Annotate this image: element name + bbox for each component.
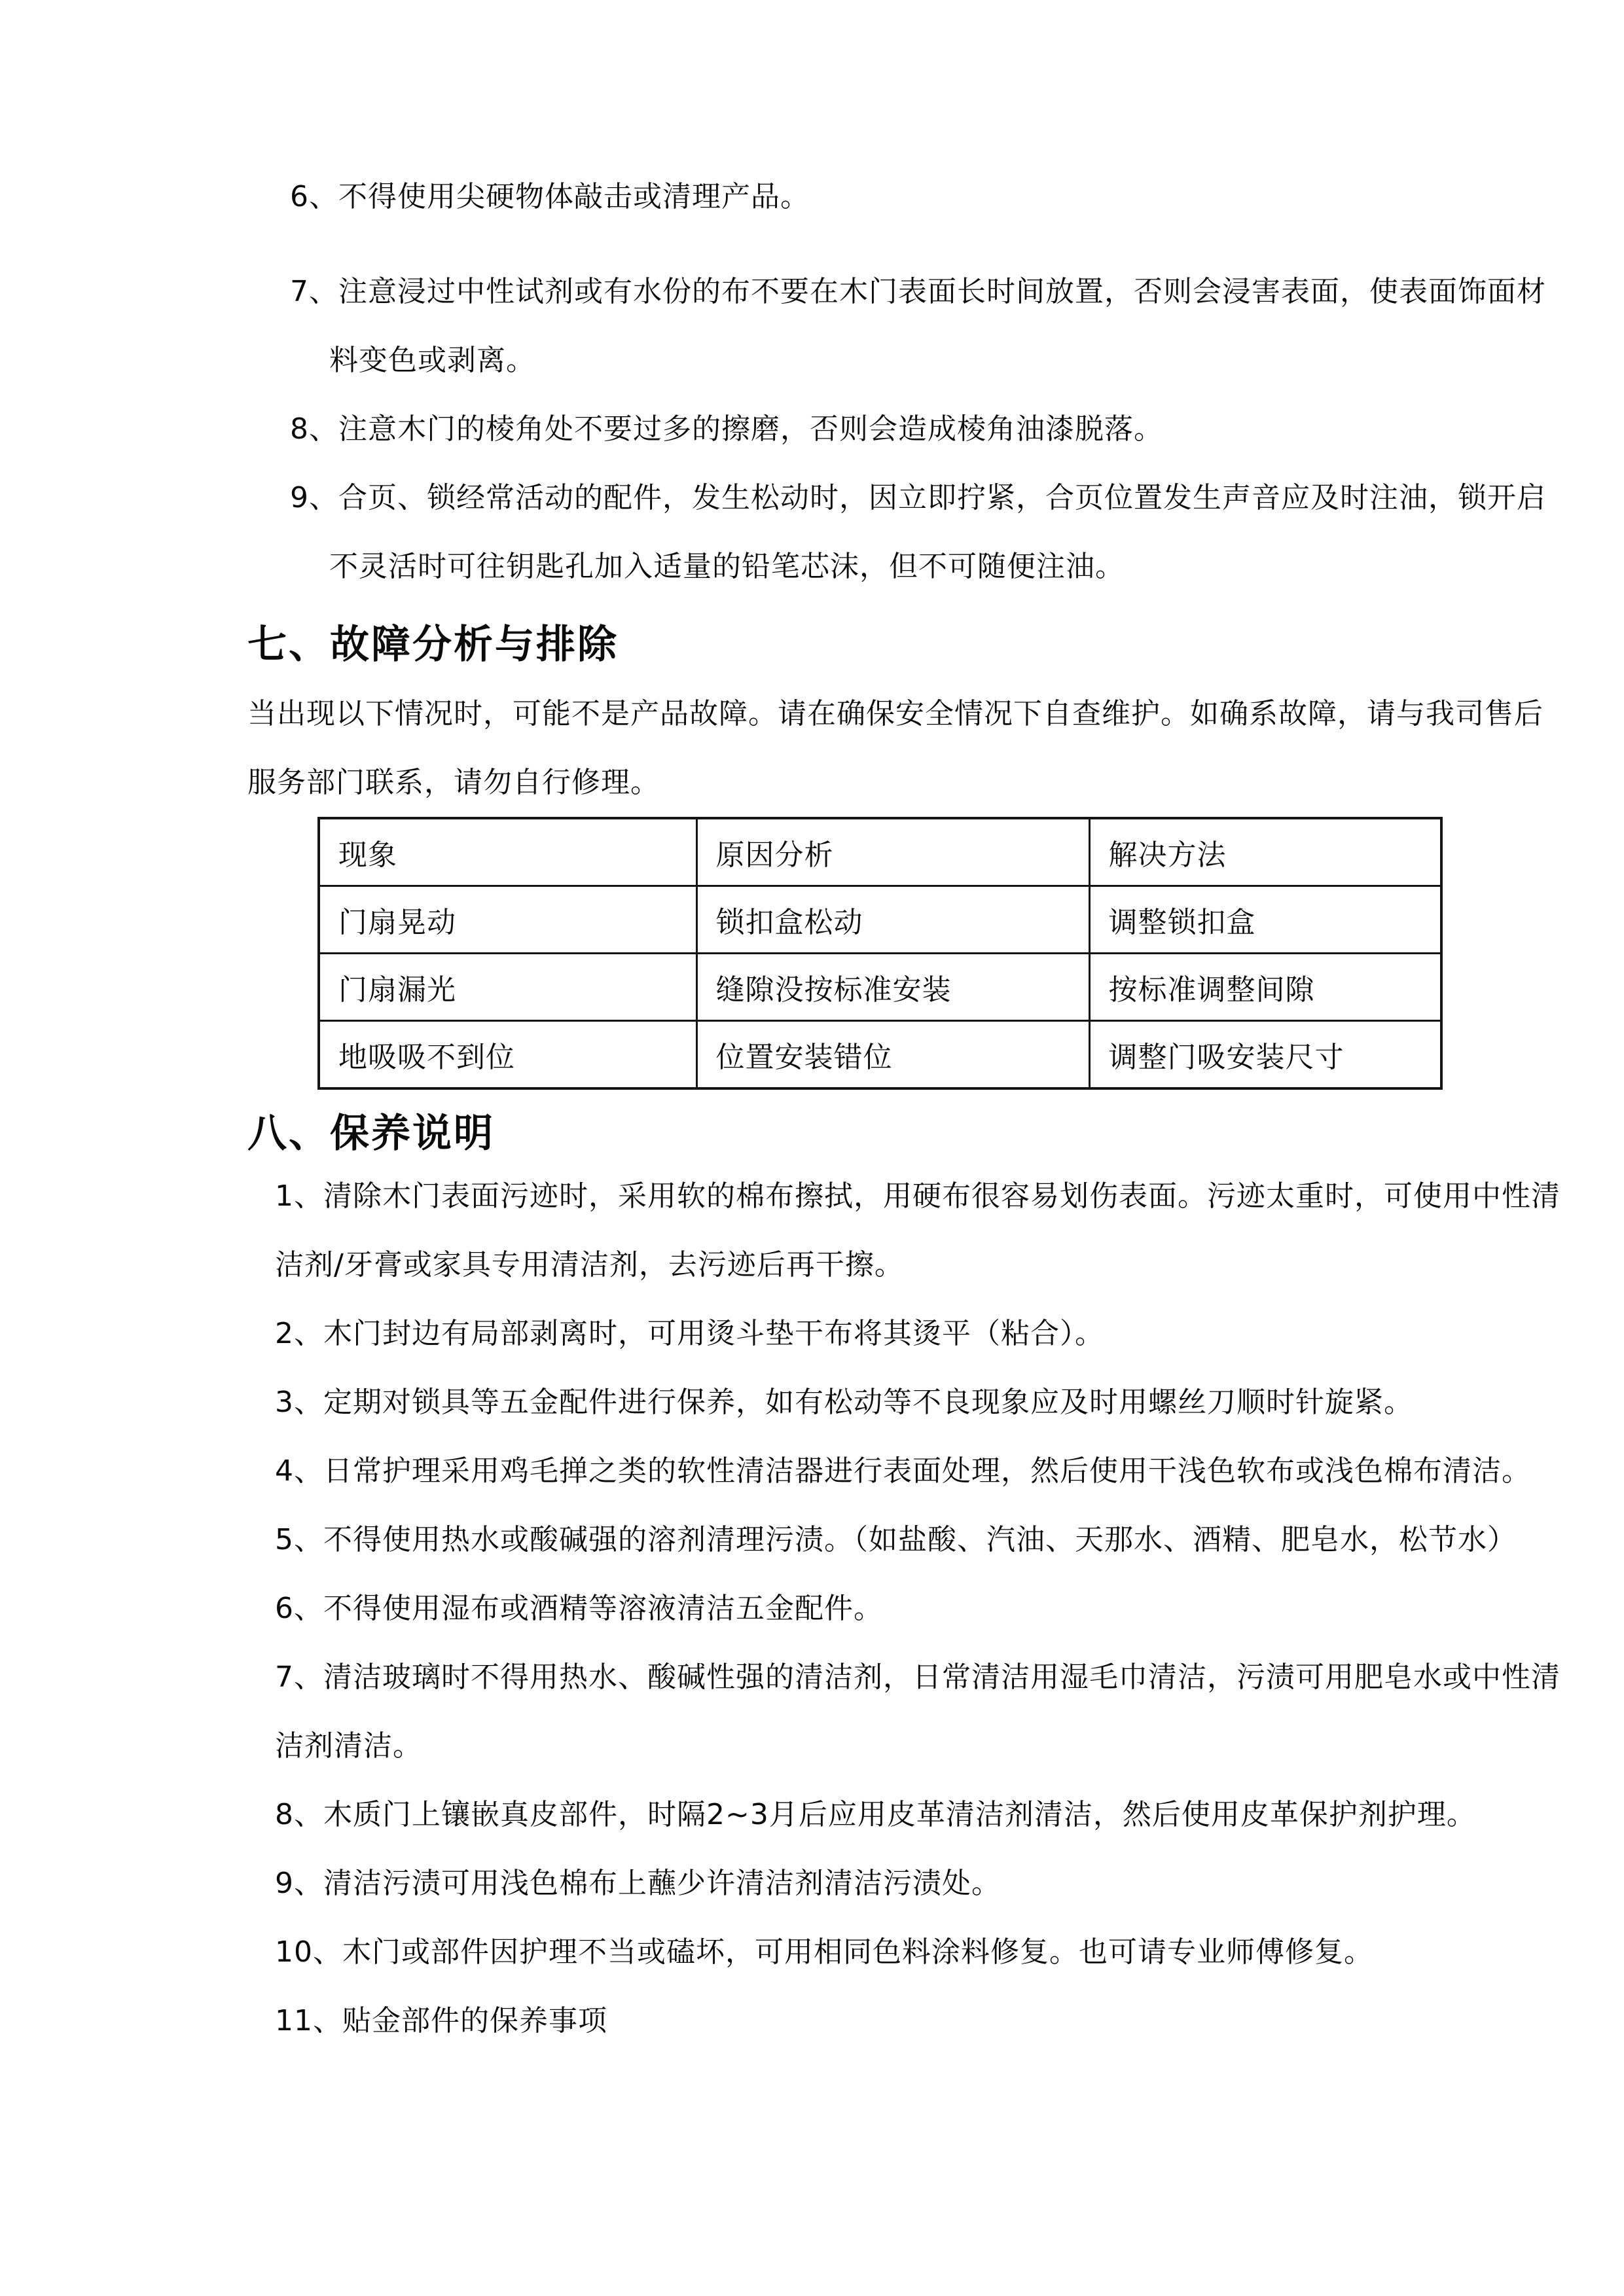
table-cell: 调整门吸安装尺寸 (1089, 1021, 1441, 1089)
usage-notes-list (247, 162, 1546, 601)
section-7-heading: 七、故障分析与排除 (247, 622, 619, 668)
table-header-cell: 现象 (319, 818, 696, 886)
list-item (247, 162, 1543, 231)
list-item (247, 1505, 1543, 1574)
table-cell: 地吸吸不到位 (319, 1021, 696, 1089)
table-cell: 调整锁扣盒 (1089, 886, 1441, 954)
list-item (247, 1986, 1543, 2055)
table-header-cell: 原因分析 (696, 818, 1089, 886)
text-line: 10、木门或部件因护理不当或磕坏，可用相同色料涂料修复。也可请专业师傅修复。 (275, 1935, 1373, 1969)
text-line: 不灵活时可往钥匙孔加入适量的铅笔芯沫，但不可随便注油。 (329, 550, 1125, 583)
text-line: 2、木门封边有局部剥离时，可用烫斗垫干布将其烫平（粘合）。 (275, 1317, 1104, 1350)
text-line: 11、贴金部件的保养事项 (275, 2004, 607, 2037)
list-item (247, 1918, 1543, 1986)
table-cell: 门扇漏光 (319, 954, 696, 1021)
intro-text-line: 当出现以下情况时，可能不是产品故障。请在确保安全情况下自查维护。如确系故障，请与我司售后 (247, 697, 1543, 730)
table-cell: 位置安装错位 (696, 1021, 1089, 1089)
table-cell: 锁扣盒松动 (696, 886, 1089, 954)
fault-analysis-table (317, 817, 1443, 1090)
table-row (319, 954, 1441, 1021)
text-line: 9、清洁污渍可用浅色棉布上蘸少许清洁剂清洁污渍处。 (275, 1867, 1001, 1900)
table-header-cell: 解决方法 (1089, 818, 1441, 886)
text-line: 5、不得使用热水或酸碱强的溶剂清理污渍。（如盐酸、汽油、天那水、酒精、肥皂水，松节水） (275, 1523, 1517, 1556)
text-line: 1、清除木门表面污迹时，采用软的棉布擦拭，用硬布很容易划伤表面。污迹太重时，可使用中性清 (275, 1179, 1561, 1213)
text-line: 8、注意木门的棱角处不要过多的擦磨，否则会造成棱角油漆脱落。 (290, 412, 1163, 446)
table-cell: 缝隙没按标准安装 (696, 954, 1089, 1021)
table-cell: 门扇晃动 (319, 886, 696, 954)
text-line: 6、不得使用尖硬物体敲击或清理产品。 (290, 180, 810, 213)
text-line: 7、清洁玻璃时不得用热水、酸碱性强的清洁剂，日常清洁用湿毛巾清洁，污渍可用肥皂水或中性清 (275, 1660, 1561, 1694)
list-item (247, 1574, 1543, 1643)
text-line: 7、注意浸过中性试剂或有水份的布不要在木门表面长时间放置，否则会浸害表面，使表面饰面材 (290, 275, 1546, 308)
list-item (247, 1780, 1543, 1849)
text-line: 洁剂清洁。 (275, 1729, 422, 1763)
list-item (247, 1162, 1561, 1299)
section-7-intro (247, 679, 1543, 817)
section-8-heading: 八、保养说明 (247, 1111, 495, 1157)
list-item (247, 395, 1543, 463)
list-item (247, 1849, 1543, 1918)
table-header-row (319, 818, 1441, 886)
list-item (247, 1368, 1543, 1437)
list-item (247, 463, 1546, 601)
text-line: 3、定期对锁具等五金配件进行保养，如有松动等不良现象应及时用螺丝刀顺时针旋紧。 (275, 1386, 1413, 1419)
text-line: 8、木质门上镶嵌真皮部件，时隔2~3月后应用皮革清洁剂清洁，然后使用皮革保护剂护理。 (275, 1798, 1476, 1831)
table-row (319, 1021, 1441, 1089)
text-line: 洁剂/牙膏或家具专用清洁剂，去污迹后再干擦。 (275, 1248, 904, 1282)
text-line: 料变色或剥离。 (329, 344, 535, 377)
table-row (319, 886, 1441, 954)
text-line: 4、日常护理采用鸡毛掸之类的软性清洁器进行表面处理，然后使用干浅色软布或浅色棉布清洁。 (275, 1454, 1531, 1488)
text-line: 6、不得使用湿布或酒精等溶液清洁五金配件。 (275, 1592, 883, 1625)
list-item (247, 257, 1546, 395)
table-cell: 按标准调整间隙 (1089, 954, 1441, 1021)
document-content (247, 162, 1561, 2055)
intro-text-line: 服务部门联系，请勿自行修理。 (247, 766, 660, 799)
list-item (247, 1299, 1543, 1368)
list-item (247, 1437, 1543, 1505)
list-item (247, 1643, 1561, 1780)
maintenance-list (247, 1162, 1561, 2055)
text-line: 9、合页、锁经常活动的配件，发生松动时，因立即拧紧，合页位置发生声音应及时注油，锁开启 (290, 481, 1546, 514)
